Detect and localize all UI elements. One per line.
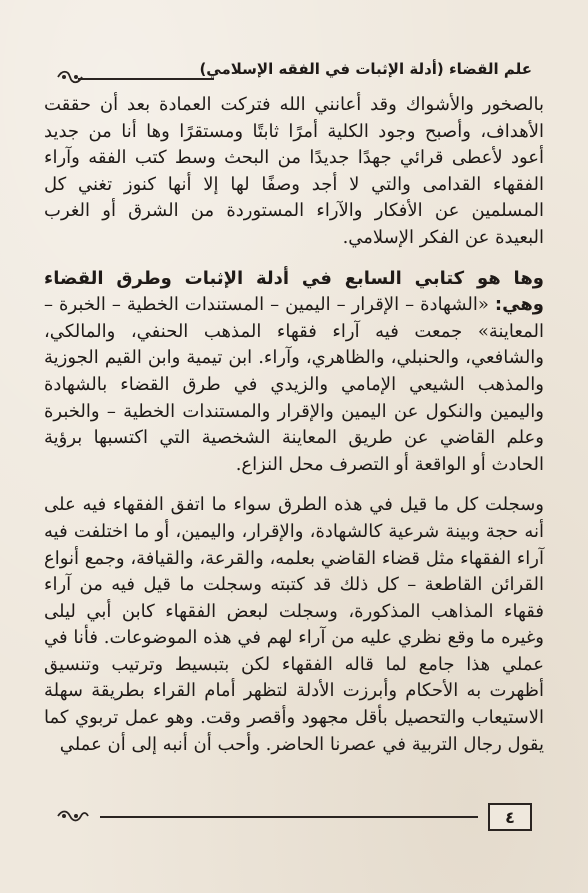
running-header-title: علم القضاء (أدلة الإثبات في الفقه الإسلامي) <box>199 60 532 78</box>
running-header <box>56 60 532 90</box>
paragraph-2-text: «الشهادة – الإقرار – اليمين – المستندات الخطية – الخبرة – المعاينة» جمعت فيه آراء فقهاء المذهب الحنفي، والمالكي، والشافعي، والحنبلي، والظاهري، وآراء. ابن تيمية وابن القيم الجوزية والمذهب الشيعي الإمامي والزيدي في طرق القضاء بالشهادة واليمين والنكول عن اليمين والإقرار والمستندات الخطية – والخبرة وعلم القاضي عن طريق المعاينة الشخصية التي اكتسبها برؤية الحادث أو الواقعة أو التصرف محل النزاع. <box>44 294 544 475</box>
paragraph-1-text: بالصخور والأشواك وقد أعانني الله فتركت العمادة بعد أن حققت الأهداف، وأصبح وجود الكلية أمرًا ثابتًا ومستقرًا وها أنا من جديد أعود لأعطى قرائي جهدًا جديدًا من البحث وسط كتب الفقه وآراء الفقهاء القدامى والتي لا أجد وصفًا لها إلا أنها كنوز تغني كل المسلمين عن الأفكار والآراء المستوردة من الشرق أو الغرب البعيدة عن الفكر الإسلامي. <box>44 94 544 248</box>
flourish-ornament-icon <box>56 807 90 825</box>
header-rule <box>78 78 214 80</box>
page-number: ٤ <box>505 807 515 827</box>
paragraph-1 <box>44 92 544 252</box>
paragraph-2-lead: وها هو كتابي السابع في أدلة الإثبات وطرق القضاء وهي: <box>44 267 544 316</box>
paragraph-3-text: وسجلت كل ما قيل في هذه الطرق سواء ما اتفق الفقهاء فيه على أنه حجة وبينة شرعية كالشهادة، والإقرار، واليمين، أو ما اختلفت فيه آراء الفقهاء مثل قضاء القاضي بعلمه، والقرعة، والقيافة، وجمع أنواع القرائن القاطعة – كل ذلك قد كتبته وسجلت ما قيل فيه من آراء فقهاء المذاهب المذكورة، وسجلت لبعض الفقهاء كابن أبي ليلى وغيره ما وقع نظري عليه من آراء لهم في هذه الموضوعات. فأنا في عملي هذا جامع لما قاله الفقهاء لكن بتبسيط وترتيب وتنسيق أظهرت به الأحكام وأبرزت الأدلة لتظهر أمام القراء بطريقة سهلة الاستيعاب والتحصيل بأقل مجهود وأقصر وقت. وهو عمل تربوي كما يقول رجال التربية في عصرنا الحاضر. وأحب أن أنبه إلى أن عملي <box>44 494 544 755</box>
page-footer <box>56 803 532 831</box>
paragraph-2 <box>44 266 544 479</box>
footer-rule <box>100 816 478 818</box>
flourish-ornament-icon <box>56 68 84 86</box>
page-body <box>44 92 544 773</box>
paragraph-3 <box>44 492 544 758</box>
page-number-box <box>488 803 532 831</box>
